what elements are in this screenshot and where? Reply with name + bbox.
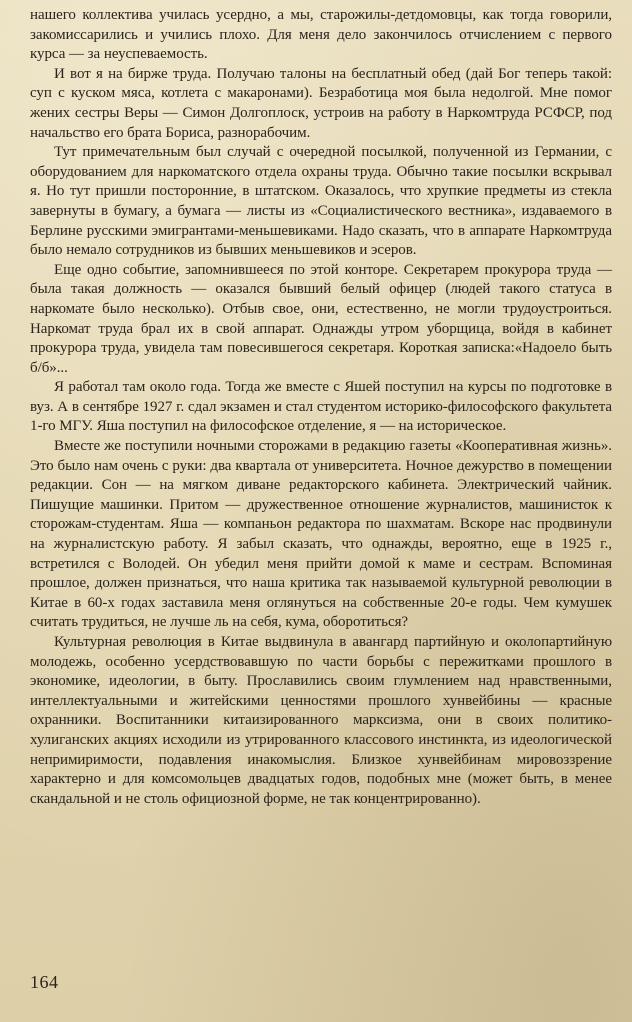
paragraph-2: И вот я на бирже труда. Получаю талоны на бесплатный обед (дай Бог теперь такой: суп с куском мяса, котлета с макаронами). Безработица моя была недолгой. Мне помог жених сестры Веры — Симон Долгоплоск, устроив на работу в Наркомтруда РСФСР, под начальство его брата Бориса, разнорабочим. xyxy=(30,65,612,141)
paragraph-7: Культурная революция в Китае выдвинула в авангард партийную и околопартийную молодежь, особенно усердствовавшую по части борьбы с пережитками прошлого в экономике, идеологии, в быту. Прославились своим глумлением над нравственными, интеллектуальными и житейскими ценностями прошлого хунвейбины — красные охранники. Воспитанники китаизированного марксизма, они в своих политико-хулиганских акциях исходили из утрированного классового инстинкта, из идеологической непримиримости, подавления инакомыслия. Близкое хунвейбинам мировоззрение характерно и для комсомольцев двадцатых годов, подобных мне (может быть, в менее скандальной и не столь официозной форме, не так концентрированно). xyxy=(30,634,612,807)
text-block xyxy=(30,6,612,809)
paragraph-4: Еще одно событие, запомнившееся по этой конторе. Секретарем прокурора труда — была такая должность — оказался бывший белый офицер (людей такого статуса в наркомате было несколько). Отбыв свое, они, естественно, не могли трудоустроиться. Наркомат труда брал их в свой аппарат. Однажды утром уборщица, войдя в кабинет прокурора труда, увидела там повесившегося секретаря. Короткая записка:«Надоело быть б/б»... xyxy=(30,261,612,376)
paragraph-1: нашего коллектива училась усердно, а мы, старожилы-детдомовцы, как тогда говорили, закомиссарились и учились плохо. Для меня дело закончилось отчислением с первого курса — за неуспеваемость. xyxy=(30,7,612,63)
paragraph-5: Я работал там около года. Тогда же вместе с Яшей поступил на курсы по подготовке в вуз. А в сентябре 1927 г. сдал экзамен и стал студентом историко-философского факультета 1-го МГУ. Яша поступил на философское отделение, я — на историческое. xyxy=(30,379,612,435)
page-number: 164 xyxy=(30,972,59,992)
paragraph-3: Тут примечательным был случай с очередной посылкой, полученной из Германии, с оборудованием для наркоматского отдела охраны труда. Обычно такие посылки вскрывал я. Но тут пришли посторонние, в штатском. Оказалось, что хрупкие предметы из стекла завернуты в бумагу, а бумага — листы из «Социалистического вестника», издаваемого в Берлине русскими эмигрантами-меньшевиками. Надо сказать, что в аппарате Наркомтруда было немало сотрудников из бывших меньшевиков и эсеров. xyxy=(30,144,612,259)
paragraph-6: Вместе же поступили ночными сторожами в редакцию газеты «Кооперативная жизнь». Это было нам очень с руки: два квартала от университета. Ночное дежурство в помещении редакции. Сон — на мягком диване редакторского кабинета. Электрический чайник. Пишущие машинки. Притом — дружественное отношение журналистов, машинисток к сторожам-студентам. Яша — компаньон редактора по шахматам. Вскоре нас продвинули на журналистскую работу. Я забыл сказать, что однажды, вероятно, еще в 1925 г., встретился с Володей. Он убедил меня прийти домой к маме и сестрам. Вспоминая прошлое, должен признаться, что наша критика так называемой культурной революции в Китае в 60-х годах заставила меня оглянуться на собственные 20-е годы. Чем кумушек считать трудиться, не лучше ль на себя, кума, оборотиться? xyxy=(30,438,612,631)
